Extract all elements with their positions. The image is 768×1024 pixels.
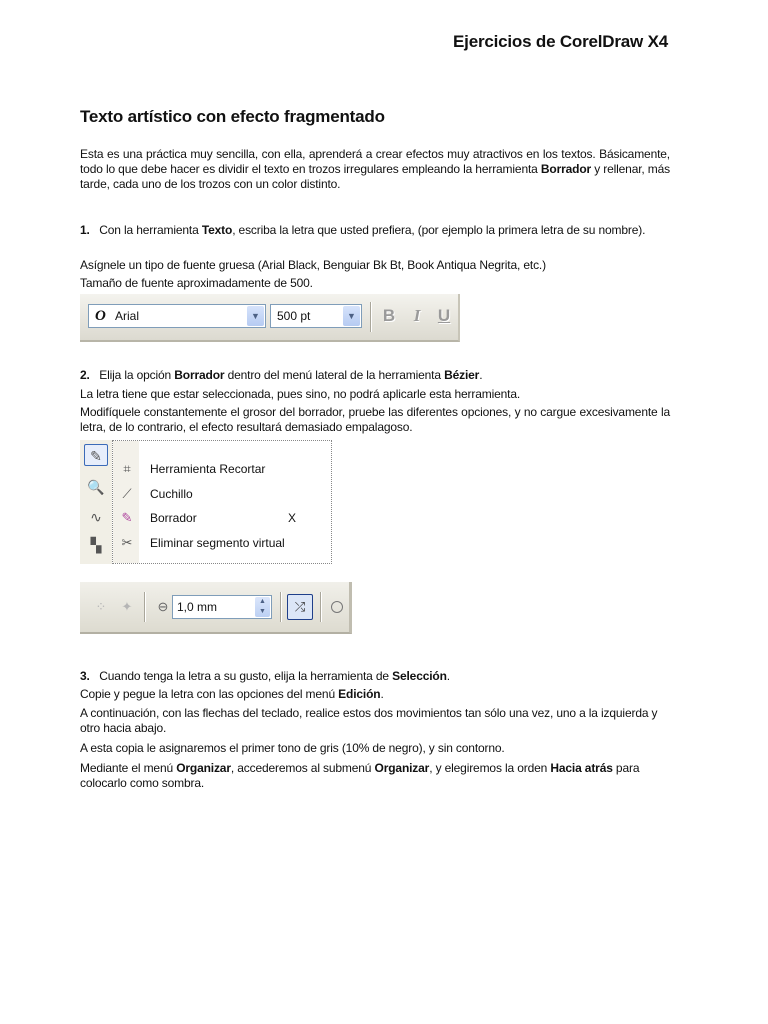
step2-line2: La letra tiene que estar seleccionada, pues sino, no podrá aplicarle esta herramienta. bbox=[80, 387, 521, 401]
smart-fill-tool-icon[interactable]: ▚ bbox=[90, 537, 102, 553]
tool-flyout-menu bbox=[112, 440, 332, 564]
step3-line5: Mediante el menú Organizar, accederemos al submenú Organizar, y elegiremos la orden Hacia atrás para colocarlo como sombra. bbox=[80, 761, 640, 790]
menu-item-shortcut: X bbox=[288, 511, 297, 525]
font-name-value: Arial bbox=[115, 309, 140, 323]
thickness-icon: ⊖ bbox=[157, 599, 169, 614]
underline-button[interactable]: U bbox=[437, 306, 451, 325]
auto-reduce-icon[interactable]: ⤮ bbox=[287, 594, 313, 620]
toolbar-separator bbox=[280, 592, 282, 622]
menu-item-knife[interactable] bbox=[113, 482, 331, 506]
step3-line4: A esta copia le asignaremos el primer tono de gris (10% de negro), y sin contorno. bbox=[80, 741, 505, 755]
menu-item-virtual-segment-delete[interactable] bbox=[113, 531, 331, 555]
crop-icon: ⌗ bbox=[123, 461, 131, 476]
zoom-tool-icon[interactable]: 🔍 bbox=[87, 479, 105, 495]
step1-line1: 1. Con la herramienta Texto, escriba la letra que usted prefiera, (por ejemplo la primera letra de su nombre). bbox=[80, 223, 646, 237]
menu-item-eraser[interactable] bbox=[113, 506, 331, 530]
transform-icon[interactable]: ⁘ bbox=[95, 599, 107, 614]
toolbar-separator bbox=[320, 592, 322, 622]
step1-line3: Tamaño de fuente aproximadamente de 500. bbox=[80, 276, 313, 290]
circle-shape-icon[interactable] bbox=[331, 601, 343, 613]
step3-line2: Copie y pegue la letra con las opciones del menú Edición. bbox=[80, 687, 384, 701]
step3-line1: 3. Cuando tenga la letra a su gusto, elija la herramienta de Selección. bbox=[80, 669, 450, 683]
font-toolbar bbox=[80, 294, 460, 342]
thickness-value: 1,0 mm bbox=[177, 600, 218, 614]
menu-item-label: Borrador bbox=[150, 511, 197, 525]
font-name-dropdown[interactable] bbox=[88, 304, 266, 328]
document-title: Texto artístico con efecto fragmentado bbox=[80, 107, 385, 126]
eraser-thickness-input[interactable] bbox=[172, 595, 272, 619]
eraser-icon: ✎ bbox=[121, 510, 133, 525]
intro-paragraph: Esta es una práctica muy sencilla, con ella, aprenderá a crear efectos muy atractivos en los textos. Básicamente, todo lo que debe hacer es dividir el texto en trozos irregulares empleando la herramienta Borrador y rellenar, más tarde, cada uno de los trozos con un color distinto. bbox=[80, 147, 670, 191]
italic-button[interactable]: I bbox=[413, 306, 421, 325]
menu-item-crop[interactable] bbox=[113, 457, 331, 481]
font-size-value: 500 pt bbox=[277, 309, 311, 323]
step2-line1: 2. Elija la opción Borrador dentro del menú lateral de la herramienta Bézier. bbox=[80, 368, 483, 382]
virtual-segment-delete-icon: ✂ bbox=[121, 535, 133, 550]
chevron-down-icon[interactable]: ▼ bbox=[247, 306, 264, 326]
shape-icon[interactable]: ✦ bbox=[121, 599, 133, 614]
menu-item-label: Cuchillo bbox=[150, 487, 193, 501]
toolbar-separator bbox=[144, 592, 146, 622]
toolbar-separator bbox=[370, 302, 372, 332]
eraser-tool-icon[interactable]: ✎ bbox=[84, 444, 108, 466]
page-header: Ejercicios de CorelDraw X4 bbox=[453, 32, 668, 51]
bold-button[interactable]: B bbox=[382, 306, 396, 325]
freehand-tool-icon[interactable]: ∿ bbox=[90, 509, 102, 525]
menu-item-label: Herramienta Recortar bbox=[150, 462, 266, 476]
font-size-dropdown[interactable] bbox=[270, 304, 362, 328]
menu-item-label: Eliminar segmento virtual bbox=[150, 536, 285, 550]
step2-line3: Modifíquele constantemente el grosor del borrador, pruebe las diferentes opciones, y no cargue excesivamente la letra, de lo contrario, el efecto resultará demasiado empalagoso. bbox=[80, 405, 670, 434]
tool-flyout-screenshot bbox=[80, 440, 332, 564]
step1-line2: Asígnele un tipo de fuente gruesa (Arial Black, Benguiar Bk Bt, Book Antiqua Negrita, etc.) bbox=[80, 258, 546, 272]
eraser-property-bar bbox=[80, 582, 352, 634]
step3-line3: A continuación, con las flechas del teclado, realice estos dos movimientos tan sólo una vez, uno a la izquierda y otro hacia abajo. bbox=[80, 706, 658, 735]
spinner-arrows-icon[interactable]: ▲ ▼ bbox=[255, 597, 270, 617]
toolbox-column bbox=[80, 440, 112, 564]
chevron-down-icon[interactable]: ▼ bbox=[343, 306, 360, 326]
knife-icon: ⟋ bbox=[122, 486, 132, 501]
opentype-font-icon: O bbox=[95, 308, 106, 324]
